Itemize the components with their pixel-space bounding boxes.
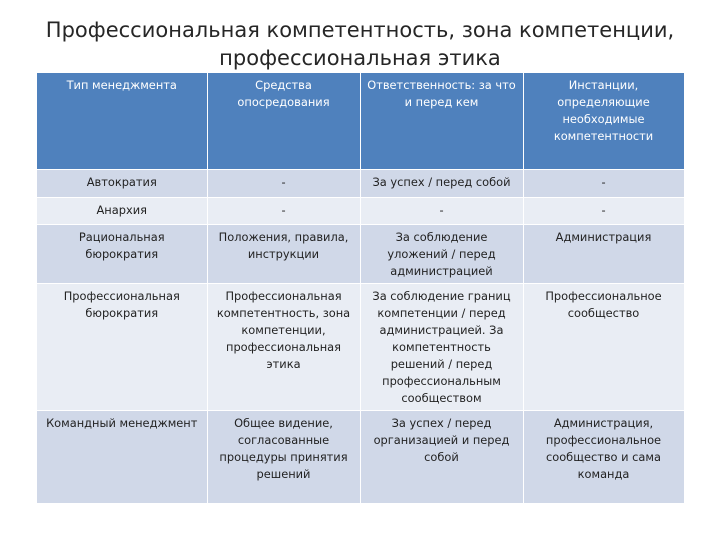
cell-responsibility: За соблюдение границ компетенции / перед администрацией. За компетентность решений / перед профессиональным сообществом — [360, 284, 523, 411]
cell-type: Рациональная бюрократия — [37, 225, 207, 284]
cell-responsibility: За успех / перед собой — [360, 170, 523, 198]
title-line-1: Профессиональная компетентность, зона компетенции, — [45, 18, 675, 42]
cell-means: - — [207, 170, 360, 198]
header-means: Средства опосредования — [207, 73, 360, 170]
cell-means: Положения, правила, инструкции — [207, 225, 360, 284]
slide-title — [30, 16, 690, 72]
cell-responsibility: - — [360, 198, 523, 225]
header-instances: Инстанции, определяющие необходимые компетентности — [523, 73, 684, 170]
cell-means: - — [207, 198, 360, 225]
table-row — [37, 411, 684, 504]
cell-type: Профессиональная бюрократия — [37, 284, 207, 411]
cell-type: Анархия — [37, 198, 207, 225]
header-responsibility: Ответственность: за что и перед кем — [360, 73, 523, 170]
cell-means: Профессиональная компетентность, зона компетенции, профессиональная этика — [207, 284, 360, 411]
cell-instances: - — [523, 198, 684, 225]
header-management-type: Тип менеджмента — [37, 73, 207, 170]
table-row — [37, 284, 684, 411]
table-header-row — [37, 73, 684, 170]
cell-type: Командный менеджмент — [37, 411, 207, 504]
table-row — [37, 198, 684, 225]
cell-means: Общее видение, согласованные процедуры принятия решений — [207, 411, 360, 504]
cell-instances: - — [523, 170, 684, 198]
cell-instances: Профессиональное сообщество — [523, 284, 684, 411]
table-row — [37, 225, 684, 284]
competence-table — [37, 73, 685, 503]
cell-responsibility: За успех / перед организацией и перед собой — [360, 411, 523, 504]
cell-responsibility: За соблюдение уложений / перед администрацией — [360, 225, 523, 284]
table-row — [37, 170, 684, 198]
cell-type: Автократия — [37, 170, 207, 198]
cell-instances: Администрация, профессиональное сообщество и сама команда — [523, 411, 684, 504]
cell-instances: Администрация — [523, 225, 684, 284]
title-line-2: профессиональная этика — [219, 46, 501, 70]
